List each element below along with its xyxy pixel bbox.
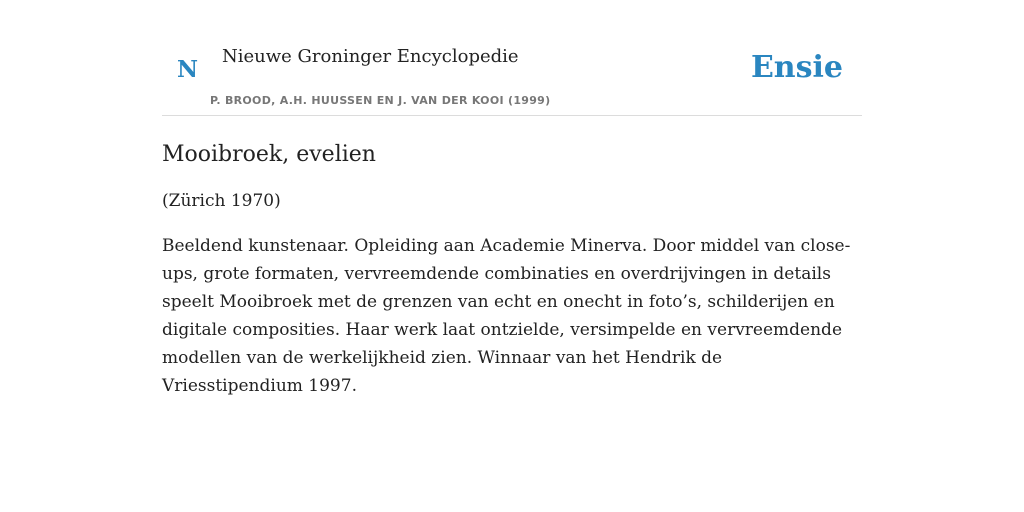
- source-logo[interactable]: N: [177, 56, 199, 83]
- source-header: [162, 0, 862, 116]
- source-title[interactable]: Nieuwe Groninger Encyclopedie: [222, 46, 519, 67]
- page: [162, 0, 862, 400]
- entry-meta: (Zürich 1970): [162, 191, 281, 211]
- brand-logo-link[interactable]: Ensie: [750, 50, 843, 85]
- source-authors: P. BROOD, A.H. HUUSSEN EN J. VAN DER KOOI (1999): [210, 94, 551, 107]
- entry-body: Beeldend kunstenaar. Opleiding aan Academie Minerva. Door middel van close-ups, grote formaten, vervreemdende combinaties en overdrijvingen in details speelt Mooibroek met de grenzen van echt en onecht in foto’s, schilderijen en digitale composities. Haar werk laat ontzielde, versimpelde en vervreemdende modellen van de werkelijkheid zien. Winnaar van het Hendrik de Vriesstipendium 1997.: [162, 236, 851, 396]
- entry-title: Mooibroek, evelien: [162, 142, 376, 167]
